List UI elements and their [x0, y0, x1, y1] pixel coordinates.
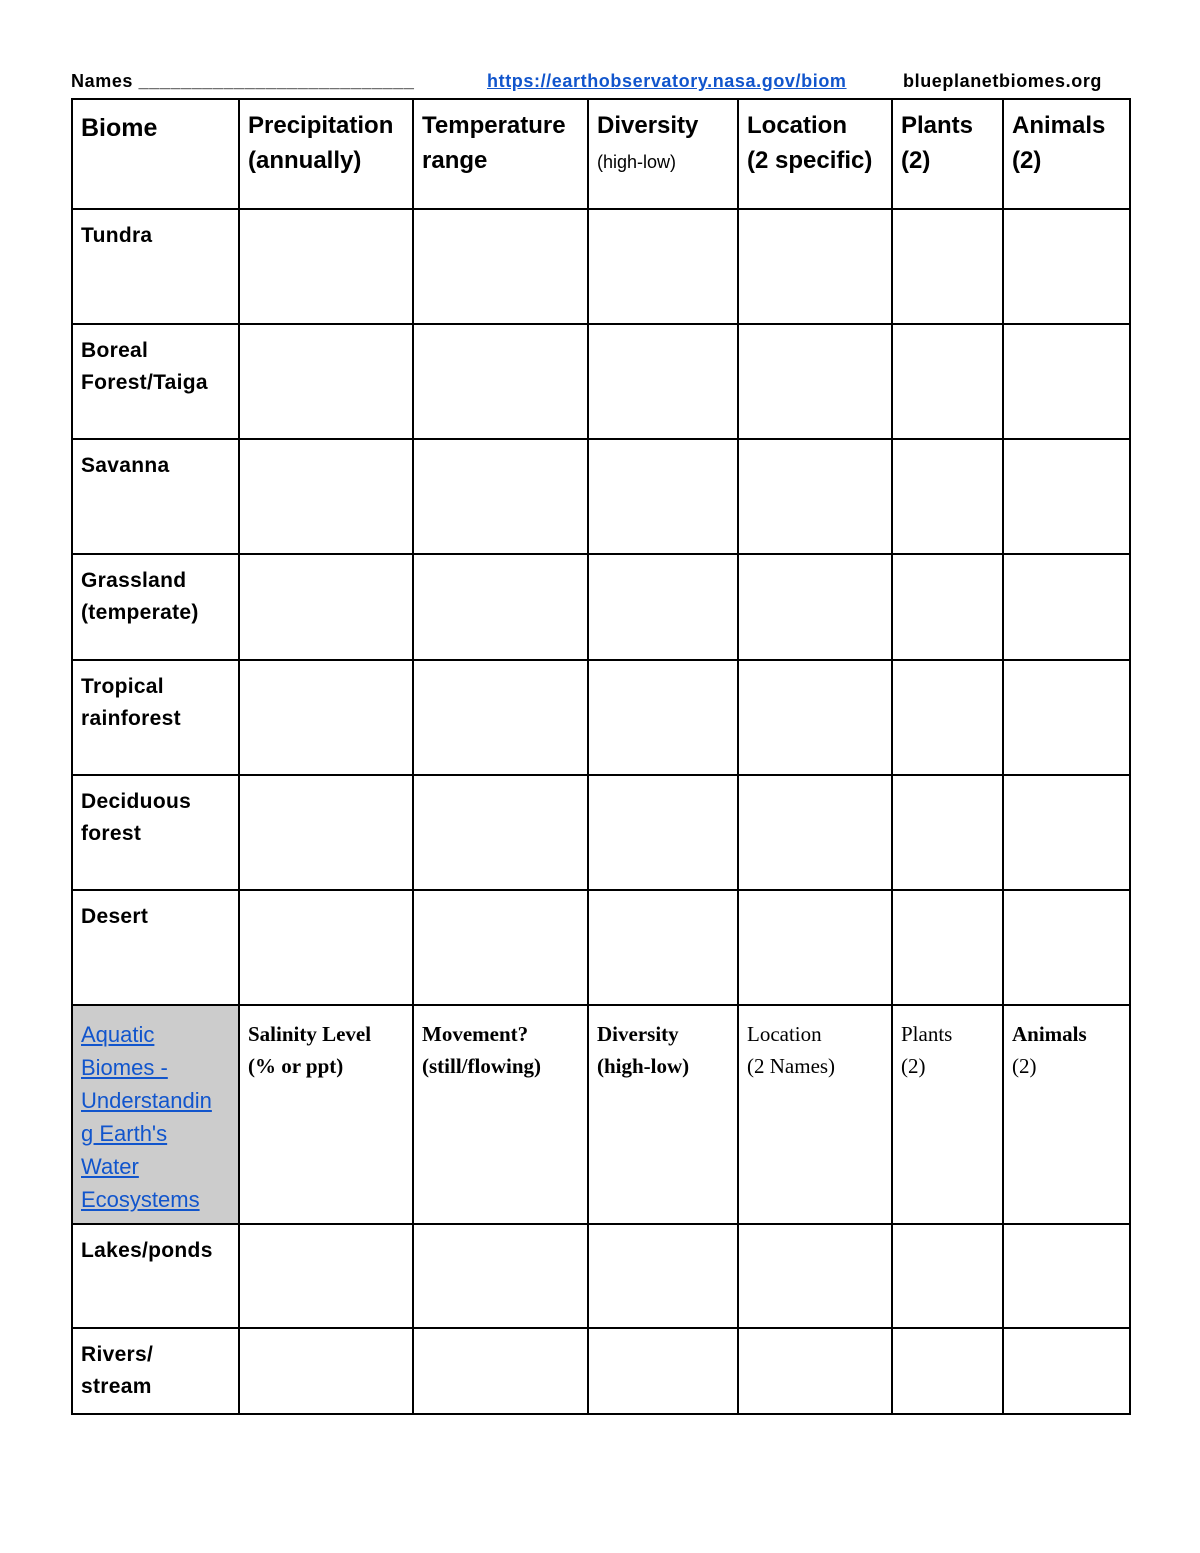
- column-header-precipitation: Precipitation (annually): [239, 99, 413, 209]
- answer-cell[interactable]: [239, 554, 413, 660]
- column-header-diversity: Diversity (high-low): [588, 99, 738, 209]
- column-header-salinity: Salinity Level (% or ppt): [239, 1005, 413, 1224]
- header-row: [72, 99, 1130, 209]
- table-row: [72, 1224, 1130, 1328]
- answer-cell[interactable]: [892, 890, 1003, 1005]
- answer-cell[interactable]: [413, 1328, 588, 1414]
- answer-cell[interactable]: [1003, 1328, 1130, 1414]
- answer-cell[interactable]: [413, 324, 588, 439]
- answer-cell[interactable]: [588, 554, 738, 660]
- biome-label: Deciduous forest: [72, 775, 239, 890]
- answer-cell[interactable]: [738, 890, 892, 1005]
- answer-cell[interactable]: [588, 209, 738, 324]
- column-header-animals: Animals (2): [1003, 99, 1130, 209]
- answer-cell[interactable]: [588, 775, 738, 890]
- answer-cell[interactable]: [588, 890, 738, 1005]
- biome-label: Savanna: [72, 439, 239, 554]
- answer-cell[interactable]: [1003, 439, 1130, 554]
- answer-cell[interactable]: [1003, 890, 1130, 1005]
- table-row: [72, 890, 1130, 1005]
- aquatic-header-row: [72, 1005, 1130, 1224]
- answer-cell[interactable]: [239, 209, 413, 324]
- answer-cell[interactable]: [892, 660, 1003, 775]
- answer-cell[interactable]: [239, 439, 413, 554]
- answer-cell[interactable]: [1003, 209, 1130, 324]
- biome-label: Lakes/ponds: [72, 1224, 239, 1328]
- answer-cell[interactable]: [239, 1224, 413, 1328]
- answer-cell[interactable]: [413, 209, 588, 324]
- answer-cell[interactable]: [738, 209, 892, 324]
- answer-cell[interactable]: [239, 775, 413, 890]
- table-row: [72, 775, 1130, 890]
- column-header-plants: Plants (2): [892, 99, 1003, 209]
- biome-label: Tundra: [72, 209, 239, 324]
- answer-cell[interactable]: [1003, 660, 1130, 775]
- answer-cell[interactable]: [239, 1328, 413, 1414]
- answer-cell[interactable]: [892, 439, 1003, 554]
- column-header-temperature: Temperature range: [413, 99, 588, 209]
- answer-cell[interactable]: [413, 890, 588, 1005]
- nasa-link[interactable]: https://earthobservatory.nasa.gov/biom: [487, 71, 847, 91]
- answer-cell[interactable]: [738, 439, 892, 554]
- answer-cell[interactable]: [892, 554, 1003, 660]
- biome-label: Grassland (temperate): [72, 554, 239, 660]
- table-row: [72, 324, 1130, 439]
- table-row: [72, 660, 1130, 775]
- biome-table: [71, 98, 1131, 1415]
- answer-cell[interactable]: [1003, 775, 1130, 890]
- answer-cell[interactable]: [738, 660, 892, 775]
- table-row: [72, 439, 1130, 554]
- answer-cell[interactable]: [413, 660, 588, 775]
- answer-cell[interactable]: [892, 209, 1003, 324]
- aquatic-biomes-link[interactable]: Aquatic Biomes - Understandin g Earth's Water Ecosystems: [81, 1022, 212, 1212]
- column-header-aquatic-animals: Animals (2): [1003, 1005, 1130, 1224]
- answer-cell[interactable]: [738, 324, 892, 439]
- answer-cell[interactable]: [588, 439, 738, 554]
- table-row: [72, 209, 1130, 324]
- answer-cell[interactable]: [588, 1224, 738, 1328]
- biome-label: Boreal Forest/Taiga: [72, 324, 239, 439]
- answer-cell[interactable]: [892, 775, 1003, 890]
- column-header-biome: Biome: [72, 99, 239, 209]
- answer-cell[interactable]: [1003, 554, 1130, 660]
- table-row: [72, 554, 1130, 660]
- column-header-aquatic-plants: Plants (2): [892, 1005, 1003, 1224]
- answer-cell[interactable]: [738, 1224, 892, 1328]
- answer-cell[interactable]: [588, 1328, 738, 1414]
- biome-label: Tropical rainforest: [72, 660, 239, 775]
- answer-cell[interactable]: [892, 1224, 1003, 1328]
- answer-cell[interactable]: [413, 775, 588, 890]
- answer-cell[interactable]: [413, 554, 588, 660]
- answer-cell[interactable]: [1003, 324, 1130, 439]
- answer-cell[interactable]: [738, 775, 892, 890]
- column-header-movement: Movement? (still/flowing): [413, 1005, 588, 1224]
- answer-cell[interactable]: [239, 324, 413, 439]
- answer-cell[interactable]: [892, 324, 1003, 439]
- answer-cell[interactable]: [588, 660, 738, 775]
- biome-label: Desert: [72, 890, 239, 1005]
- answer-cell[interactable]: [738, 1328, 892, 1414]
- aquatic-biomes-link-cell[interactable]: [72, 1005, 239, 1224]
- answer-cell[interactable]: [413, 439, 588, 554]
- column-header-aquatic-diversity: Diversity (high-low): [588, 1005, 738, 1224]
- column-header-aquatic-location: Location (2 Names): [738, 1005, 892, 1224]
- names-label: Names __________________________: [71, 71, 415, 91]
- answer-cell[interactable]: [413, 1224, 588, 1328]
- answer-cell[interactable]: [738, 554, 892, 660]
- blueplanet-text: blueplanetbiomes.org: [903, 71, 1103, 91]
- answer-cell[interactable]: [239, 660, 413, 775]
- biome-label: Rivers/ stream: [72, 1328, 239, 1414]
- answer-cell[interactable]: [588, 324, 738, 439]
- table-row: [72, 1328, 1130, 1414]
- answer-cell[interactable]: [892, 1328, 1003, 1414]
- answer-cell[interactable]: [239, 890, 413, 1005]
- header-line: [71, 71, 1131, 97]
- answer-cell[interactable]: [1003, 1224, 1130, 1328]
- column-header-location: Location (2 specific): [738, 99, 892, 209]
